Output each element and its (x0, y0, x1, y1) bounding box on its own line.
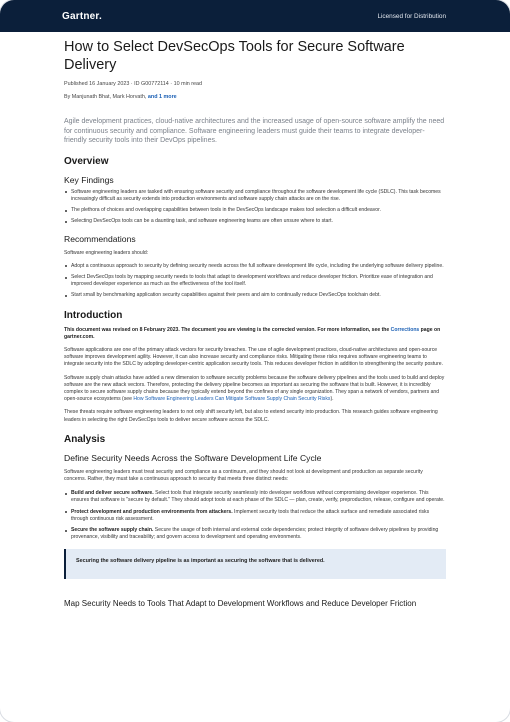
authors-line (64, 94, 446, 100)
need-title: Build and deliver secure software. (71, 490, 154, 497)
more-authors-link[interactable]: and 1 more (147, 94, 177, 100)
revision-note-text: This document was revised on 8 February 2023. The document you are viewing is the corrected version. For more information, see the (64, 326, 391, 333)
need-title: Protect development and production environments from attackers. (71, 508, 233, 515)
revision-note-end: page on gartner.com. (64, 326, 441, 340)
revision-note (64, 327, 446, 341)
callout-box: Securing the software delivery pipeline is as important as securing the software that is delivered. (64, 549, 446, 579)
corrections-link[interactable]: Corrections (390, 326, 420, 333)
publication-meta: Published 16 January 2023 · ID G00772114 · 10 min read (64, 81, 203, 87)
intro-paragraph-2-end: ). (330, 396, 334, 403)
key-findings-heading: Key Findings (64, 174, 114, 185)
security-needs-list (64, 490, 446, 541)
list-item (64, 509, 446, 523)
summary-paragraph: Agile development practices, cloud-native architectures and the increased usage of open-source software amplify the need for continuous security and compliance. Software engineering leaders must guide their teams to integrate developer-friendly security tools into their DevOps pipelines. (64, 118, 445, 145)
list-item: Selecting DevSecOps tools can be a daunting task, and software engineering teams are often unsure where to start. (64, 218, 446, 225)
intro-paragraph-3: These threats require software engineering leaders to not only shift security left, but also to extend security into production. This research guides software engineering leaders in selecting the right DevSecOps tools to deliver secure software across the SDLC. (64, 409, 438, 423)
overview-heading: Overview (64, 155, 109, 167)
list-item (64, 490, 446, 504)
intro-paragraph-2 (64, 375, 446, 404)
list-item: Start small by benchmarking application security capabilities against their peers and aim to continually reduce DevSecOps toolchain debt. (64, 292, 446, 299)
analysis-intro: Software engineering leaders must treat security and compliance as a continuum, and they should not look at development and production as separate security concerns. Rather, they must take a continuous approach to security that meets three distinct needs: (64, 468, 423, 483)
need-title: Secure the software supply chain. (71, 527, 154, 534)
analysis-subheading: Define Security Needs Across the Software Development Life Cycle (64, 452, 322, 463)
license-label: Licensed for Distribution (377, 12, 446, 20)
supply-chain-research-link[interactable]: How Software Engineering Leaders Can Mitigate Software Supply Chain Security Risks (133, 396, 331, 403)
recommendations-list (64, 263, 446, 300)
introduction-heading: Introduction (64, 309, 123, 321)
article-content (0, 32, 510, 608)
key-findings-list (64, 189, 446, 226)
need-text: Secure the usage of both internal and external code dependencies; protect integrity of software delivery pipelines by providing provenance, visibility and traceability; and govern access to development and operating environments. (71, 527, 439, 541)
intro-paragraph-1: Software applications are one of the primary attack vectors for security breaches. The use of agile development practices, cloud-native architectures and open-source software improves development agility. However, it can also increase security and compliance risks. Mitigating these risks requires software engineering teams to integrate security into the SDLC by adopting developer-centric application security tools. This reduces developer friction in addition to strengthening the security posture. (64, 347, 444, 368)
need-text: Select tools that integrate security seamlessly into developer workflows without compromising developer experience. This ensures that software is "secure by default." They should adopt tools at each phase of the SDLC — plan, create, verify, preproduction, release, configure and operate. (71, 490, 445, 504)
authors-names: By Manjunath Bhat, Mark Horvath, (64, 94, 148, 100)
page-title: How to Select DevSecOps Tools for Secure Software Delivery (64, 39, 405, 73)
list-item: The plethora of choices and overlapping capabilities between tools in the DevSecOps landscape makes tool selection a difficult endeavor. (64, 207, 446, 214)
recommendations-intro: Software engineering leaders should: (64, 249, 149, 256)
next-section-heading: Map Security Needs to Tools That Adapt to Development Workflows and Reduce Developer Friction (64, 599, 417, 609)
intro-paragraph-2-text: Software supply chain attacks have added a new dimension to software security problems because the software delivery pipelines and the tools used to build and deploy software are the new attack vectors. Therefore, protecting the delivery pipeline becomes as important as securing the software that is built. However, it is incredibly complex to secure software supply chains because they typically extend beyond the confines of any single organization. They span a network of vendors, partners and open-source ecosystems (see (64, 374, 445, 403)
need-text: Implement security tools that reduce the attack surface and remediate associated risks through continuous risk assessment. (71, 508, 430, 522)
list-item (64, 527, 446, 541)
list-item: Select DevSecOps tools by mapping security needs to tools that adapt to development workflows and reduce developer friction. Prioritize ease of integration and improved developer experience as much as the effectiveness of the tool itself. (64, 274, 446, 288)
list-item: Adopt a continuous approach to security by defining security needs across the full software development life cycle, including the underlying software delivery pipeline. (64, 263, 446, 270)
top-bar (0, 0, 510, 32)
gartner-logo[interactable]: Gartner. (62, 10, 102, 22)
analysis-heading: Analysis (64, 433, 106, 445)
list-item: Software engineering leaders are tasked with ensuring software security and compliance throughout the software development life cycle (SDLC). This task becomes increasingly difficult as security extends into production environments and software supply chain attacks are on the rise. (64, 189, 446, 203)
recommendations-heading: Recommendations (64, 233, 136, 244)
